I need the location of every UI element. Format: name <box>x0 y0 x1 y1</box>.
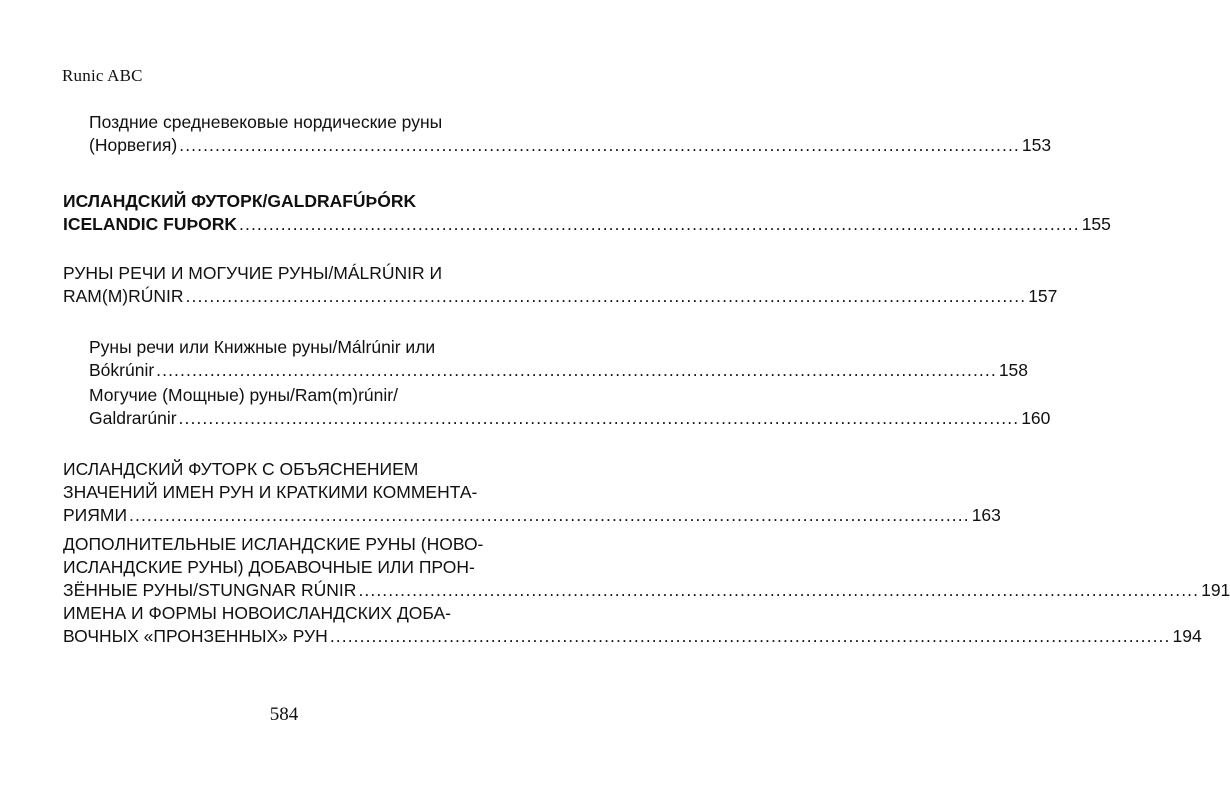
toc-entry-last-line <box>63 625 1202 648</box>
toc-page-number: 191 <box>1201 580 1230 600</box>
dot-leader <box>179 408 1020 428</box>
toc-entry-line: (Норвегия) <box>89 135 178 155</box>
dot-leader <box>186 286 1027 306</box>
toc-entry-last-line <box>63 285 1058 308</box>
dot-leader <box>358 580 1199 600</box>
page-number: 584 <box>269 704 299 725</box>
toc-page-number: 158 <box>998 360 1029 380</box>
toc-entry <box>63 190 1111 236</box>
toc-entry-line: ИМЕНА И ФОРМЫ НОВОИСЛАНДСКИХ ДОБА- <box>63 603 452 623</box>
toc-page-number: 157 <box>1028 286 1058 306</box>
toc-entry-line: ЗЁННЫЕ РУНЫ/STUNGNAR RÚNIR <box>63 580 357 600</box>
toc-entry <box>89 336 1029 382</box>
toc-entry-last-line <box>63 504 1001 527</box>
toc-entry-line: Могучие (Мощные) руны/Ram(m)rúnir/ <box>89 385 398 405</box>
toc-entry-line: ДОПОЛНИТЕЛЬНЫЕ ИСЛАНДСКИЕ РУНЫ (НОВО- <box>63 534 484 554</box>
toc-entry <box>63 602 1202 648</box>
toc-entry-line: Galdrarúnir <box>89 408 177 428</box>
toc-entry-line: RAM(M)RÚNIR <box>63 286 184 306</box>
toc-page-number: 153 <box>1021 135 1052 155</box>
dot-leader <box>156 360 997 380</box>
dot-leader <box>330 626 1171 646</box>
toc-entry-line: ИСЛАНДСКИЙ ФУТОРК С ОБЪЯСНЕНИЕМ <box>63 459 419 479</box>
toc-entry-line: Bókrúnir <box>89 360 155 380</box>
dot-leader <box>179 135 1020 155</box>
toc-entry-line: ИСЛАНДСКИЙ ФУТОРК/GALDRAFÚÞÓRK <box>63 191 417 211</box>
toc-entry-line: ВОЧНЫХ «ПРОНЗЕННЫХ» РУН <box>63 626 328 646</box>
toc-entry <box>63 262 1058 308</box>
toc-entry <box>89 111 1052 157</box>
toc-entry-last-line <box>89 407 1051 430</box>
toc-page-number: 163 <box>971 505 1001 525</box>
toc-entry-line: ЗНАЧЕНИЙ ИМЕН РУН И КРАТКИМИ КОММЕНТА- <box>63 482 478 502</box>
toc-entry-last-line <box>89 134 1052 157</box>
toc-entry-last-line <box>63 213 1111 236</box>
toc-entry-line: Поздние средневековые нордические руны <box>89 112 443 132</box>
toc-entry <box>63 458 1001 527</box>
toc-entry-last-line <box>89 359 1029 382</box>
toc-entry-line: РИЯМИ <box>63 505 128 525</box>
toc-page-number: 155 <box>1081 214 1111 234</box>
dot-leader <box>239 214 1080 234</box>
toc-page-number: 194 <box>1172 626 1202 646</box>
toc-entry-last-line <box>63 579 1230 602</box>
toc-entry <box>63 533 1230 602</box>
dot-leader <box>129 505 970 525</box>
running-head: Runic ABC <box>62 66 143 85</box>
toc-entry-line: ИСЛАНДСКИЕ РУНЫ) ДОБАВОЧНЫЕ ИЛИ ПРОН- <box>63 557 475 577</box>
toc-entry-line: Руны речи или Книжные руны/Málrúnir или <box>89 337 436 357</box>
toc-entry <box>89 384 1051 430</box>
toc-entry-line: РУНЫ РЕЧИ И МОГУЧИЕ РУНЫ/MÁLRÚNIR И <box>63 263 443 283</box>
toc-entry-line: ICELANDIC FUÞORK <box>63 214 238 234</box>
toc-page-number: 160 <box>1021 408 1051 428</box>
